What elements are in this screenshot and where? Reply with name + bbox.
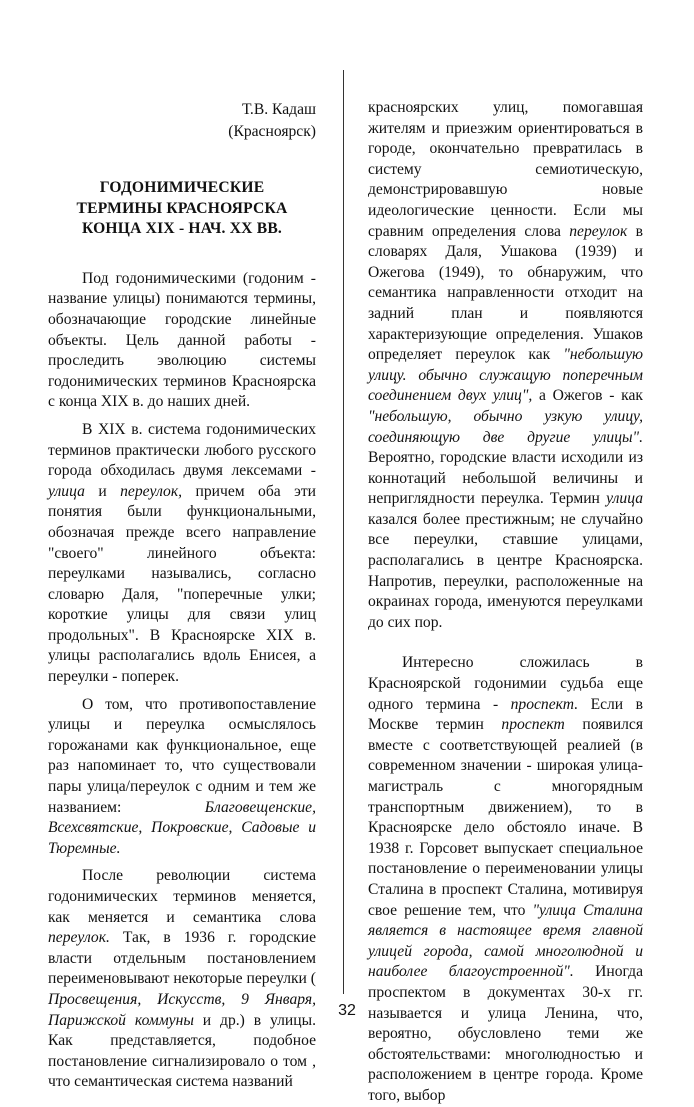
paragraph: Под годонимическими (годоним - название улицы) понимаются термины, обозначающие городские линейные объекты. Цель данной работы - проследить эволюцию системы годонимических терминов Красноярска с конца XIX в. до наших дней. [48,269,316,411]
title-line: ТЕРМИНЫ КРАСНОЯРСКА [76,199,288,217]
italic-term: переулок, [120,482,183,500]
italic-term: проспект [501,716,565,734]
italic-term: переулок. [48,929,110,947]
title-line: КОНЦА XIX - НАЧ. XX ВВ. [81,220,283,238]
title-line: ГОДОНИМИЧЕСКИЕ [99,179,265,196]
paragraph [48,695,316,860]
text-run: причем оба эти понятия были функциональными, обозначая прежде всего направление "своего" линейного объекта: переулками назывались, согласно словарю Даля, "поперечные улки; короткие улицы для связи улиц продольных". В Красноярске XIX в. улицы располагались вдоль Енисея, а переулки - поперек. [48,482,316,686]
italic-term: проспект. [510,695,579,713]
italic-quote: "улица Сталина является в настоящее время главной улицей города, самой многолюдной и наиболее благоустроенной". [368,901,643,981]
paragraph [368,98,643,633]
text-run: и [84,482,121,500]
italic-street-names: Благовещенские, Всехсвятские, Покровские, Садовые и Тюремные. [48,798,316,857]
italic-term: переулок [569,222,628,240]
italic-street-names: Просвещения, Искусств, 9 Января, Парижской коммуны [48,990,316,1029]
paragraph [368,653,643,1106]
text-run: Вероятно, городские власти исходили из коннотаций небольшой величины и неприглядности переулка. Термин [368,449,643,508]
text-run: О том, что противопоставление улицы и переулка осмыслялось горожанами как функциональное, еще раз напоминает то, что существовали пары улица/переулок с одним и тем же названием: [48,695,316,816]
right-column [368,98,643,1107]
author-affiliation: (Красноярск) [228,123,316,140]
text-run: В XIX в. система годонимических терминов практически любого русского города обходилась двумя лексемами - [48,420,316,480]
text-run: красноярских улиц, помогавшая жителям и приезжим ориентироваться в городе, окончательно превратилась в систему семиотическую, демонстрировавшую новые идеологические ценности. Если мы сравним определения слова [368,99,643,240]
text-run: казался более престижным; не случайно все переулки, ставшие улицами, располагались в центре Красноярска. Напротив, переулки, расположенные на окраинах города, именуются переулками до сих пор. [368,510,643,631]
italic-term: улица [606,490,643,508]
text-run: Если в Москве термин [368,695,643,734]
article-title [48,178,316,240]
italic-term: улица [48,482,85,500]
text-run: После революции система годонимических терминов меняется, как меняется и семантика слова [48,867,316,926]
italic-quote: "небольшую, обычно узкую улицу, соединяющую две другие улицы". [368,407,643,446]
italic-quote: "небольшую улицу. обычно служащую поперечным соединением двух улиц", [368,346,643,405]
text-run: появился вместе с соответствующей реалией (в современном значении - широкая улица-магистраль с многорядным транспортным движением), то в Красноярске дело обстояло иначе. В 1938 г. Горсовет выпускает специальное постановление о переименовании улицы Сталина в проспект Сталина, мотивируя свое решение тем, что [368,716,643,919]
text-run: Так, в 1936 г. городские власти отдельным постановлением переименовывают некоторые переулки ( [48,929,316,988]
paragraph [48,420,316,688]
page-number: 32 [338,1002,356,1019]
text-run: в словарях Даля, Ушакова (1939) и Ожегова (1949), то обнаружим, что семантика направленности отходит на задний план и появляются характеризующие определения. Ушаков определяет переулок как [368,222,643,364]
text-run: Интересно сложилась в Красноярской годонимии судьба еще одного термина - [368,654,643,713]
text-run: Иногда проспектом в документах 30-х гг. называется и улица Ленина, что, вероятно, обусловлено теми же обстоятельствами: многолюдностью и расположением в центре города. Кроме того, выбор [368,963,643,1104]
column-divider [343,70,344,994]
author-name: Т.В. Кадаш [241,101,316,118]
text-run: и др.) в улицы. Как представляется, подобное постановление сигнализировало о том , что семантическая система названий [48,1011,316,1091]
left-column [48,98,316,1093]
text-run: а Ожегов - как [532,387,643,405]
paragraph [48,866,316,1093]
